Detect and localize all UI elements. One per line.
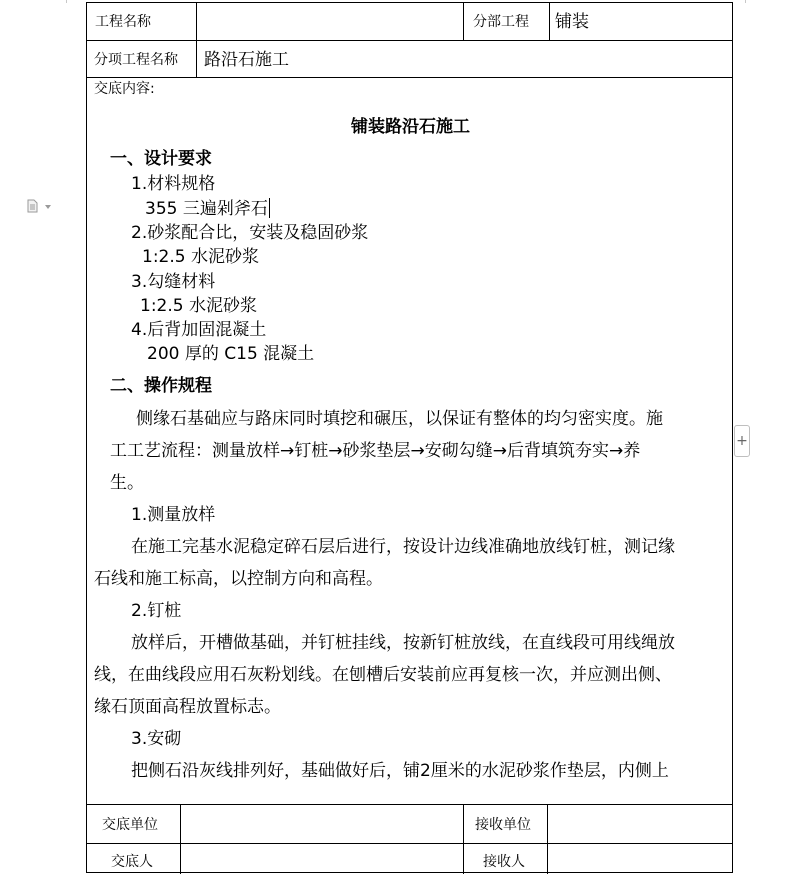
add-button[interactable]: + xyxy=(734,425,750,457)
receiving-unit-label: 接收单位 xyxy=(475,817,531,833)
content-title: 铺装路沿石施工 xyxy=(351,117,470,137)
list-item: 1.材料规格 xyxy=(131,174,216,194)
section-heading: 一、设计要求 xyxy=(110,149,212,169)
paragraph-line: 缘石顶面高程放置标志。 xyxy=(94,697,281,717)
text-line: 1:2.5 水泥砂浆 xyxy=(140,296,257,316)
division-field[interactable]: 铺装 xyxy=(555,12,589,32)
col-divider xyxy=(180,804,181,874)
text-line[interactable] xyxy=(145,198,270,220)
col-divider xyxy=(549,3,550,40)
paragraph-line: 线，在曲线段应用石灰粉划线。在刨槽后安装前应再复核一次，并应测出侧、 xyxy=(94,665,672,685)
issuer-label: 交底人 xyxy=(111,854,153,870)
content-label: 交底内容: xyxy=(94,81,155,97)
row-divider xyxy=(87,77,732,78)
text-line: 200 厚的 C15 混凝土 xyxy=(147,344,315,364)
subitem-field[interactable]: 路沿石施工 xyxy=(204,50,289,70)
section-heading: 二、操作规程 xyxy=(110,376,212,396)
document-icon[interactable] xyxy=(27,199,39,213)
project-name-label: 工程名称 xyxy=(95,14,151,30)
list-item: 3.勾缝材料 xyxy=(131,272,216,292)
row-divider xyxy=(87,843,732,844)
issuing-unit-label: 交底单位 xyxy=(102,817,158,833)
col-divider xyxy=(463,804,464,874)
list-item: 1.测量放样 xyxy=(131,505,216,525)
row-divider xyxy=(87,40,732,41)
text-cursor xyxy=(269,198,270,218)
paragraph-line: 把侧石沿灰线排列好，基础做好后，铺2厘米的水泥砂浆作垫层，内侧上 xyxy=(131,761,669,781)
col-divider xyxy=(463,3,464,40)
col-divider xyxy=(547,804,548,874)
row-divider xyxy=(87,804,732,805)
subitem-label: 分项工程名称 xyxy=(94,52,178,68)
text-line-content: 355 三遍剁斧石 xyxy=(145,199,268,219)
paragraph-line: 侧缘石基础应与路床同时填挖和碾压，以保证有整体的均匀密实度。施 xyxy=(136,409,663,429)
list-item: 2.砂浆配合比，安装及稳固砂浆 xyxy=(131,223,369,243)
list-item: 2.钉桩 xyxy=(131,601,182,621)
text-line: 1:2.5 水泥砂浆 xyxy=(142,247,259,267)
paragraph-line: 石线和施工标高，以控制方向和高程。 xyxy=(94,569,383,589)
chevron-down-icon[interactable] xyxy=(45,205,51,209)
list-item: 4.后背加固混凝土 xyxy=(131,320,267,340)
division-label: 分部工程 xyxy=(473,14,529,30)
paragraph-line: 生。 xyxy=(110,473,144,493)
paragraph-line: 放样后，开槽做基础，并钉桩挂线，按新钉桩放线，在直线段可用线绳放 xyxy=(131,633,675,653)
disclosure-form xyxy=(86,2,733,873)
paragraph-line: 在施工完基水泥稳定碎石层后进行，按设计边线准确地放线钉桩，测记缘 xyxy=(131,537,675,557)
col-divider xyxy=(196,40,197,77)
list-item: 3.安砌 xyxy=(131,729,182,749)
receiver-label: 接收人 xyxy=(483,854,525,870)
paragraph-line: 工工艺流程：测量放样→钉桩→砂浆垫层→安砌勾缝→后背填筑夯实→养 xyxy=(110,441,641,461)
col-divider xyxy=(196,3,197,40)
